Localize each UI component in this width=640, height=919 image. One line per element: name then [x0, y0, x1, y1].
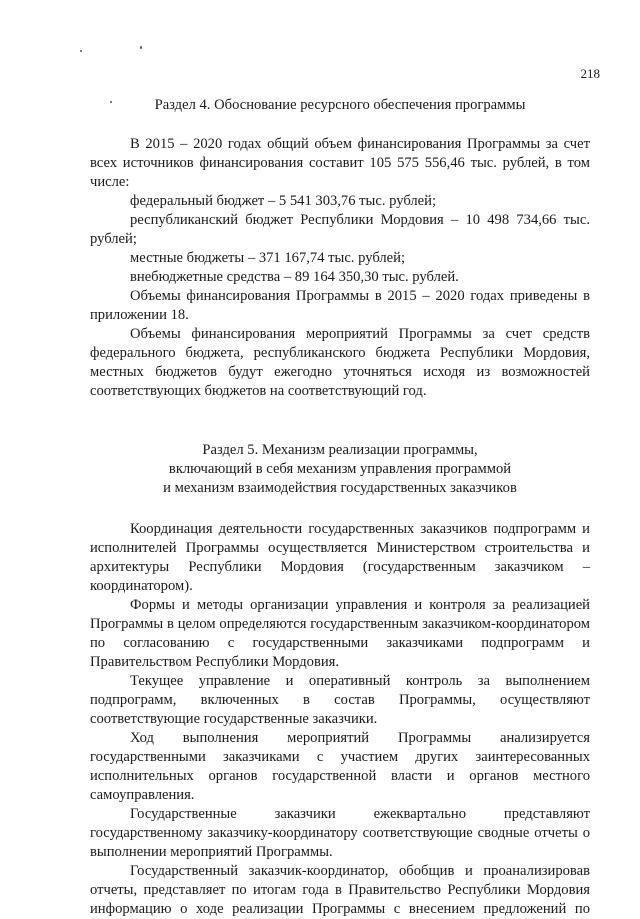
- section-5-paragraph-annual-report: Государственный заказчик-координатор, обобщив и проанализировав отчеты, представляет по итогам года в Правительство Республики Мордовия информацию о ходе реализации Программы с внесением предложений по: [90, 863, 590, 917]
- section-4-heading: Раздел 4. Обоснование ресурсного обеспечения программы: [154, 97, 526, 113]
- section-5-heading: [90, 441, 590, 498]
- funding-item-republican: республиканский бюджет Республики Мордовия – 10 498 734,66 тыс. рублей;: [90, 212, 590, 247]
- section-5-paragraph-coordination: Координация деятельности государственных заказчиков подпрограмм и исполнителей Программы осуществляется Министерством строительства и архитектуры Республики Мордовия (государственным заказчиком – координатором).: [90, 521, 590, 594]
- section-5-paragraph-progress-analysis: Ход выполнения мероприятий Программы анализируется государственными заказчиками с участием других заинтересованных исполнительных органов государственной власти и органов местного самоуправления.: [90, 730, 590, 803]
- section-5-heading-line: включающий в себя механизм управления программой: [168, 461, 512, 477]
- scan-speck: [80, 50, 82, 52]
- section-5-heading-line: и механизм взаимодействия государственных заказчиков: [163, 480, 517, 496]
- section-5-paragraph-current-control: Текущее управление и оперативный контроль за выполнением подпрограмм, включенных в состав Программы, осуществляют соответствующие государственные заказчики.: [90, 673, 590, 727]
- section-5-paragraph-quarterly-reports: Государственные заказчики ежеквартально представляют государственному заказчику-координатору соответствующие сводные отчеты о выполнении мероприятий Программы.: [90, 806, 590, 860]
- section-5-heading-line: Раздел 5. Механизм реализации программы,: [202, 442, 478, 458]
- page-number: 218: [580, 66, 600, 81]
- funding-item-federal: федеральный бюджет – 5 541 303,76 тыс. рублей;: [130, 193, 437, 209]
- section-5-paragraph-management-forms: Формы и методы организации управления и контроля за реализацией Программы в целом определяются государственным заказчиком-координатором по согласованию с государственными заказчиками подпрограмм и Правительством Республики Мордовия.: [90, 597, 590, 670]
- section-4-paragraph-annual-update: Объемы финансирования мероприятий Программы за счет средств федерального бюджета, республиканского бюджета Республики Мордовия, местных бюджетов будут ежегодно уточняться исходя из возможностей соответствующих бюджетов на соответствующий год.: [90, 326, 590, 399]
- section-4-paragraph-appendix: Объемы финансирования Программы в 2015 – 2020 годах приведены в приложении 18.: [90, 288, 590, 323]
- funding-item-extrabudgetary: внебюджетные средства – 89 164 350,30 тыс. рублей.: [130, 269, 459, 285]
- section-4-intro: В 2015 – 2020 годах общий объем финансирования Программы за счет всех источников финансирования составит 105 575 556,46 тыс. рублей, в том числе:: [90, 136, 590, 190]
- scan-speck: [140, 46, 142, 49]
- document-body: [90, 96, 590, 919]
- funding-item-local: местные бюджеты – 371 167,74 тыс. рублей;: [130, 250, 406, 266]
